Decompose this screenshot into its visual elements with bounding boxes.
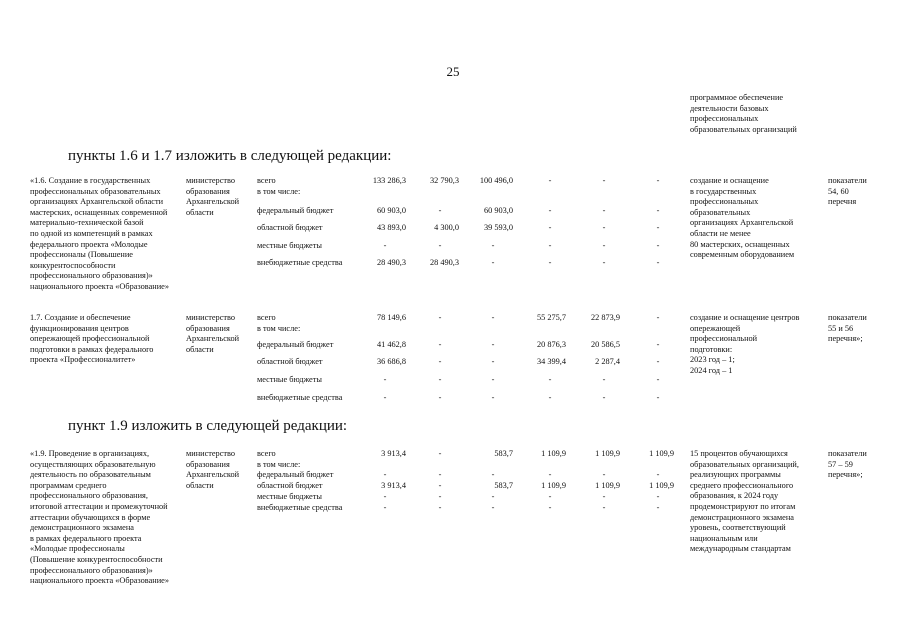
funding-value-cell: -: [656, 470, 660, 479]
funding-value-cell: -: [602, 241, 606, 250]
funding-value-cell: -: [438, 241, 442, 250]
funding-value-cell: -: [438, 357, 442, 366]
result-line: области не менее: [690, 229, 751, 238]
funding-value-cell: 55 275,7: [536, 313, 566, 322]
funding-value-cell: -: [656, 503, 660, 512]
funding-source-label: областной бюджет: [257, 223, 323, 232]
funding-value-cell: -: [602, 393, 606, 402]
funding-value-cell: 28 490,3: [376, 258, 406, 267]
funding-value-cell: -: [438, 481, 442, 490]
event-name-line: в рамках федерального проекта: [30, 533, 142, 543]
funding-value-cell: 1 109,9: [541, 449, 566, 458]
event-name-line: «1.9. Проведение в организациях,: [30, 449, 150, 458]
funding-value-cell: -: [602, 258, 606, 267]
funding-source-label: внебюджетные средства: [257, 393, 343, 402]
executor-line: Архангельской: [186, 334, 240, 344]
funding-value-cell: 1 109,9: [595, 481, 620, 490]
funding-value-cell: -: [656, 176, 660, 185]
result-line: продемонстрируют по итогам: [690, 502, 796, 511]
funding-value-cell: -: [438, 340, 442, 349]
indicator-line: перечня»;: [828, 334, 863, 344]
funding-value-cell: -: [438, 206, 442, 215]
funding-value-cell: -: [383, 470, 387, 479]
funding-value-cell: -: [548, 176, 552, 185]
funding-value-cell: -: [656, 258, 660, 267]
funding-value-cell: 4 300,0: [434, 223, 459, 232]
funding-value-cell: 20 586,5: [590, 340, 620, 349]
executor-line: области: [186, 344, 214, 354]
event-name-line: опережающей профессиональной: [30, 334, 150, 344]
event-name-line: итоговой аттестации и промежуточной: [30, 502, 168, 511]
event-name-line: «1.6. Создание в государственных: [30, 176, 151, 185]
event-name-line: проекта «Профессионалитет»: [30, 355, 136, 365]
indicator-line: перечня: [828, 197, 857, 207]
funding-value-cell: -: [656, 393, 660, 402]
funding-value-cell: -: [548, 393, 552, 402]
funding-value-cell: -: [548, 375, 552, 384]
funding-source-label: внебюджетные средства: [257, 503, 343, 512]
funding-value-cell: 39 593,0: [483, 223, 513, 232]
result-line: образовательных: [690, 207, 751, 217]
result-line: национальным или: [690, 533, 758, 543]
funding-value-cell: -: [438, 470, 442, 479]
page-number: 25: [446, 64, 460, 79]
funding-value-cell: -: [548, 241, 552, 250]
funding-source-label: всего: [257, 449, 276, 458]
funding-value-cell: 28 490,3: [429, 258, 459, 267]
executor-line: образования: [186, 323, 230, 333]
funding-value-cell: -: [383, 492, 387, 501]
funding-value-cell: -: [438, 492, 442, 501]
indicator-line: показатели: [828, 176, 867, 185]
result-line: реализующих программы: [690, 470, 781, 480]
event-name-line: осуществляющих образовательную: [30, 459, 156, 469]
executor-line: министерство: [186, 313, 236, 322]
result-line: опережающей: [690, 323, 741, 333]
funding-value-cell: -: [602, 223, 606, 232]
funding-value-cell: -: [602, 470, 606, 479]
result-line: демонстрационного экзамена: [690, 512, 794, 522]
funding-value-cell: -: [656, 492, 660, 501]
funding-source-label: местные бюджеты: [257, 375, 322, 384]
result-line: в государственных: [690, 186, 757, 196]
funding-source-label: федеральный бюджет: [257, 206, 334, 215]
section-heading: пункты 1.6 и 1.7 изложить в следующей редакции:: [68, 148, 392, 164]
funding-value-cell: 583,7: [494, 481, 513, 490]
funding-value-cell: -: [438, 503, 442, 512]
executor-line: области: [186, 480, 214, 490]
funding-source-label: областной бюджет: [257, 357, 323, 366]
event-name-line: профессионального образования,: [30, 491, 148, 501]
funding-value-cell: -: [602, 206, 606, 215]
indicator-line: показатели: [828, 449, 867, 458]
funding-value-cell: -: [602, 176, 606, 185]
funding-source-label: всего: [257, 313, 276, 322]
funding-value-cell: 1 109,9: [595, 449, 620, 458]
funding-value-cell: -: [491, 375, 495, 384]
funding-value-cell: -: [491, 393, 495, 402]
event-name-line: «Молодые профессионалы: [30, 544, 125, 554]
funding-value-cell: -: [383, 393, 387, 402]
funding-value-cell: -: [656, 313, 660, 322]
funding-value-cell: -: [383, 503, 387, 512]
funding-value-cell: 60 903,0: [376, 206, 406, 215]
executor-line: министерство: [186, 449, 236, 458]
funding-value-cell: -: [656, 241, 660, 250]
funding-value-cell: -: [656, 340, 660, 349]
funding-value-cell: 60 903,0: [483, 206, 513, 215]
event-name-line: мастерских, оснащенных современной: [30, 207, 168, 217]
result-line: 80 мастерских, оснащенных: [690, 239, 790, 249]
event-name-line: конкурентоспособности: [30, 260, 116, 270]
result-line: 2024 год – 1: [690, 366, 733, 375]
section-heading: пункт 1.9 изложить в следующей редакции:: [68, 418, 348, 434]
executor-line: области: [186, 207, 214, 217]
funding-value-cell: 41 462,8: [376, 340, 406, 349]
result-line: международным стандартам: [690, 544, 791, 554]
funding-value-cell: -: [491, 241, 495, 250]
executor-line: министерство: [186, 176, 236, 185]
funding-value-cell: -: [548, 470, 552, 479]
event-name-line: демонстрационного экзамена: [30, 523, 134, 533]
result-line: современным оборудованием: [690, 250, 795, 260]
funding-value-cell: -: [548, 206, 552, 215]
funding-value-cell: 133 286,3: [372, 176, 406, 185]
funding-source-label: областной бюджет: [257, 481, 323, 490]
indicator-line: показатели: [828, 313, 867, 322]
funding-value-cell: -: [602, 375, 606, 384]
event-name-line: материально-технической базой: [30, 218, 144, 228]
funding-value-cell: -: [656, 223, 660, 232]
event-name-line: организациях Архангельской области: [30, 197, 164, 207]
event-name-line: федерального проекта «Молодые: [30, 239, 148, 249]
executor-line: Архангельской: [186, 197, 240, 207]
event-name-line: профессионалы (Повышение: [30, 250, 133, 260]
funding-value-cell: 34 399,4: [536, 357, 566, 366]
event-name-line: профессионального образования)»: [30, 565, 153, 575]
funding-value-cell: -: [548, 223, 552, 232]
result-line: создание и оснащение: [690, 176, 769, 185]
funding-source-label: федеральный бюджет: [257, 340, 334, 349]
indicator-line: перечня»;: [828, 470, 863, 480]
event-name-line: подготовки в рамках федерального: [30, 344, 154, 354]
text-line: образовательных организаций: [690, 125, 797, 134]
funding-value-cell: -: [656, 375, 660, 384]
funding-value-cell: 1 109,9: [541, 481, 566, 490]
funding-value-cell: -: [548, 492, 552, 501]
event-name-line: национального проекта «Образование»: [30, 576, 169, 586]
funding-value-cell: 78 149,6: [376, 313, 406, 322]
funding-value-cell: 3 913,4: [381, 481, 406, 490]
funding-value-cell: -: [438, 375, 442, 384]
funding-value-cell: -: [491, 357, 495, 366]
event-name-line: деятельность по образовательным: [30, 470, 151, 480]
result-line: подготовки:: [690, 344, 733, 354]
indicator-line: 57 – 59: [828, 459, 853, 469]
funding-value-cell: 43 893,0: [376, 223, 406, 232]
event-name-line: национального проекта «Образование»: [30, 282, 169, 291]
executor-line: образования: [186, 459, 230, 469]
result-line: уровень, соответствующий: [690, 523, 786, 533]
event-name-line: по одной из компетенций в рамках: [30, 229, 153, 238]
funding-value-cell: -: [602, 503, 606, 512]
funding-value-cell: -: [656, 206, 660, 215]
result-line: 15 процентов обучающихся: [690, 449, 788, 458]
event-name-line: профессионального образования)»: [30, 271, 153, 281]
funding-value-cell: 2 287,4: [595, 357, 620, 366]
funding-value-cell: -: [491, 470, 495, 479]
funding-value-cell: -: [438, 393, 442, 402]
funding-value-cell: -: [491, 313, 495, 322]
funding-source-label: внебюджетные средства: [257, 258, 343, 267]
funding-value-cell: -: [491, 503, 495, 512]
text-line: программное обеспечение: [690, 93, 784, 102]
funding-value-cell: 583,7: [494, 449, 513, 458]
result-line: образовательных организаций,: [690, 459, 799, 469]
funding-source-label: в том числе:: [257, 323, 301, 333]
result-line: профессиональных: [690, 197, 759, 207]
funding-value-cell: -: [383, 375, 387, 384]
result-line: организациях Архангельской: [690, 218, 794, 228]
event-name-line: (Повышение конкурентоспособности: [30, 555, 163, 564]
funding-value-cell: 1 109,9: [649, 481, 674, 490]
funding-source-label: в том числе:: [257, 459, 301, 469]
funding-value-cell: -: [491, 340, 495, 349]
funding-value-cell: -: [438, 313, 442, 322]
event-name-line: аттестации обучающихся в форме: [30, 512, 151, 522]
funding-value-cell: 3 913,4: [381, 449, 406, 458]
funding-source-label: всего: [257, 176, 276, 185]
funding-value-cell: -: [383, 241, 387, 250]
funding-value-cell: -: [656, 357, 660, 366]
funding-source-label: местные бюджеты: [257, 241, 322, 250]
funding-value-cell: 22 873,9: [590, 313, 620, 322]
funding-value-cell: -: [548, 258, 552, 267]
funding-value-cell: -: [602, 492, 606, 501]
funding-value-cell: -: [491, 492, 495, 501]
funding-value-cell: 36 686,8: [376, 357, 406, 366]
event-name-line: профессиональных образовательных: [30, 186, 161, 196]
funding-value-cell: 1 109,9: [649, 449, 674, 458]
indicator-line: 55 и 56: [828, 323, 854, 333]
funding-source-label: в том числе:: [257, 186, 301, 196]
event-name-line: функционирования центров: [30, 323, 129, 333]
result-line: создание и оснащение центров: [690, 313, 800, 322]
text-line: деятельности базовых: [690, 104, 769, 113]
executor-line: Архангельской: [186, 470, 240, 480]
event-name-line: программам среднего: [30, 480, 107, 490]
executor-line: образования: [186, 186, 230, 196]
funding-value-cell: 100 496,0: [479, 176, 513, 185]
funding-value-cell: 20 876,3: [536, 340, 566, 349]
result-line: образования, к 2024 году: [690, 491, 779, 501]
funding-value-cell: -: [438, 449, 442, 458]
event-name-line: 1.7. Создание и обеспечение: [30, 313, 131, 322]
funding-source-label: федеральный бюджет: [257, 470, 334, 479]
indicator-line: 54, 60: [828, 186, 849, 196]
funding-source-label: местные бюджеты: [257, 492, 322, 501]
funding-value-cell: 32 790,3: [429, 176, 459, 185]
text-line: профессиональных: [690, 114, 759, 123]
result-line: профессиональной: [690, 334, 758, 344]
result-line: среднего профессионального: [690, 480, 794, 490]
result-line: 2023 год – 1;: [690, 355, 735, 365]
funding-value-cell: -: [548, 503, 552, 512]
funding-value-cell: -: [491, 258, 495, 267]
